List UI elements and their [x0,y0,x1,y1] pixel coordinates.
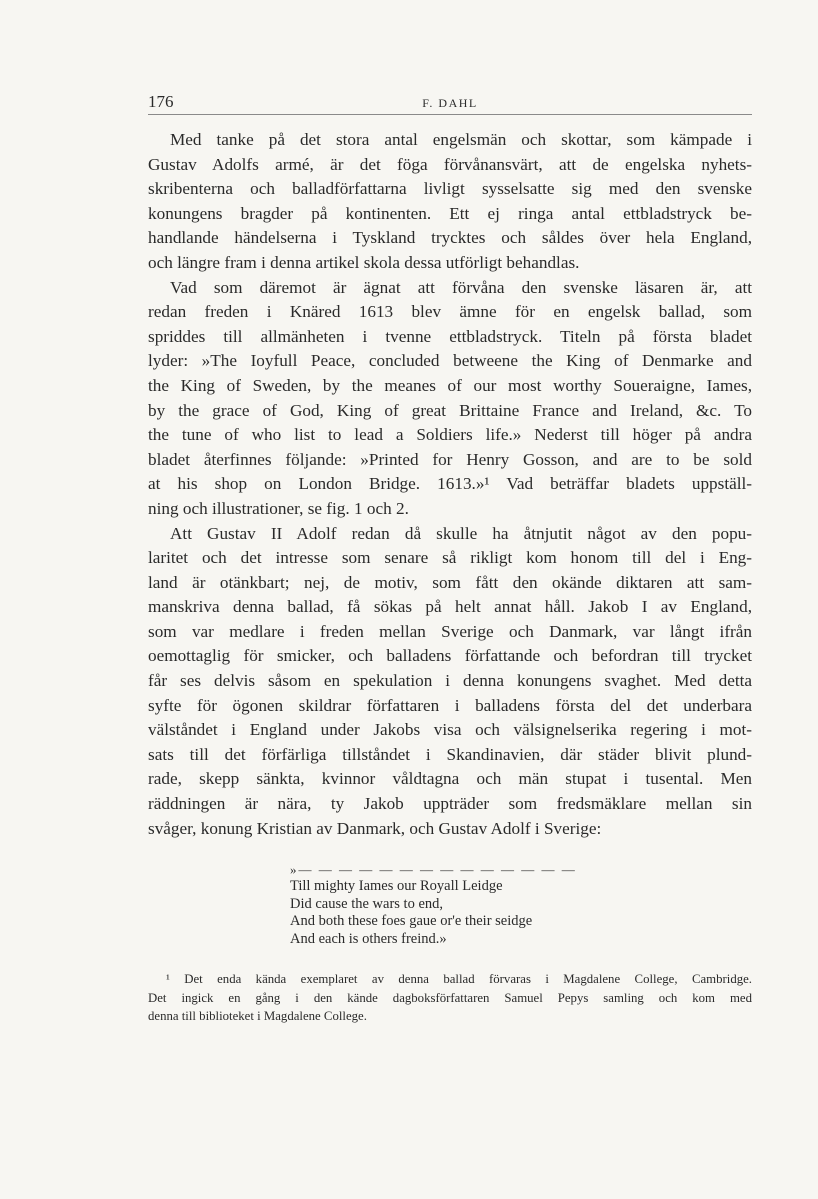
text-line: manskriva denna ballad, få sökas på helt annat håll. Jakob I av England, [148,597,752,617]
text-line: och längre fram i denna artikel skola dessa utförligt behandlas. [148,252,580,272]
running-head: F. DAHL [422,96,478,110]
text-line: the King of Sweden, by the meanes of our most worthy Soueraigne, Iames, [148,375,752,395]
text-line: ning och illustrationer, se fig. 1 och 2. [148,498,409,518]
poem-verse: Till mighty Iames our Royall Leidge [290,878,503,894]
text-line: oemottaglig för smicker, och balladens författande och befordran till trycket [148,646,752,666]
text-line: sats till det förfärliga tillståndet i Skandinavien, där städer blivit plund- [148,744,752,764]
text-line: rade, skepp sänkta, kvinnor våldtagna och män stupat i tusental. Men [148,769,752,789]
text-line: handlande händelserna i Tyskland trycktes och såldes över hela England, [148,228,752,248]
text-line: Vad som däremot är ägnat att förvåna den svenske läsaren är, att [170,277,752,297]
footnote-line: Det ingick en gång i den kände dagboksförfattaren Samuel Pepys samling och kom med [148,990,752,1005]
text-line: skribenterna och balladförfattarna livligt sysselsatte sig med den svenske [148,179,752,199]
text-line: syfte för ögonen skildrar författaren i balladens första del det underbara [148,695,752,715]
page-number: 176 [148,92,174,111]
text-line: välståndet i England under Jakobs visa och välsignelserika regering i mot- [148,720,752,740]
text-line: at his shop on London Bridge. 1613.»¹ Vad beträffar bladets uppställ- [148,474,752,494]
text-line: Att Gustav II Adolf redan då skulle ha åtnjutit något av den popu- [170,523,752,543]
body-text [148,128,752,841]
text-line: svåger, konung Kristian av Danmark, och Gustav Adolf i Sverige: [148,818,602,838]
text-line: lyder: »The Ioyfull Peace, concluded betweene the King of Denmarke and [148,351,752,371]
text-line: land är otänkbart; nej, de motiv, som fått den okände diktaren att sam- [148,572,752,592]
text-line: konungens bragder på kontinenten. Ett ej ringa antal ettbladstryck be- [148,203,752,223]
text-line: får ses delvis såsom en spekulation i denna konungens svaghet. Med detta [148,671,752,691]
poem-verse: Did cause the wars to end, [290,895,444,912]
text-line: som var medlare i freden mellan Sverige och Danmark, var långt ifrån [148,621,752,641]
footnotes [148,970,752,1026]
text-line: by the grace of God, King of great Brittaine France and Ireland, &c. To [148,400,752,420]
text-line: spriddes till allmänheten i tvenne ettbladstryck. Titeln på första bladet [148,326,752,346]
poem-verse: And each is others freind.» [290,930,447,947]
poem-verse: And both these foes gaue or'e their seidge [290,913,533,930]
footnote-line: denna till biblioteket i Magdalene College. [148,1009,367,1023]
text-line: redan freden i Knäred 1613 blev ämne för en engelsk ballad, som [148,302,752,322]
text-line: bladet återfinnes följande: »Printed for Henry Gosson, and are to be sold [148,449,752,469]
poem-quote [290,862,620,948]
page-header [148,92,752,115]
text-line: Gustav Adolfs armé, är det föga förvånansvärt, att de engelska nyhets- [148,154,752,174]
poem-dash-line: »— — — — — — — — — — — — — — [290,862,577,877]
text-line: räddningen är nära, ty Jakob uppträder som fredsmäklare mellan sin [148,794,752,814]
text-line: the tune of who list to lead a Soldiers life.» Nederst till höger på andra [148,425,752,445]
text-line: laritet och det intresse som senare så rikligt kom honom till del i Eng- [148,548,752,568]
footnote-line: ¹ Det enda kända exemplaret av denna ballad förvaras i Magdalene College, Cambridge. [166,972,752,986]
text-line: Med tanke på det stora antal engelsmän och skottar, som kämpade i [170,130,752,149]
